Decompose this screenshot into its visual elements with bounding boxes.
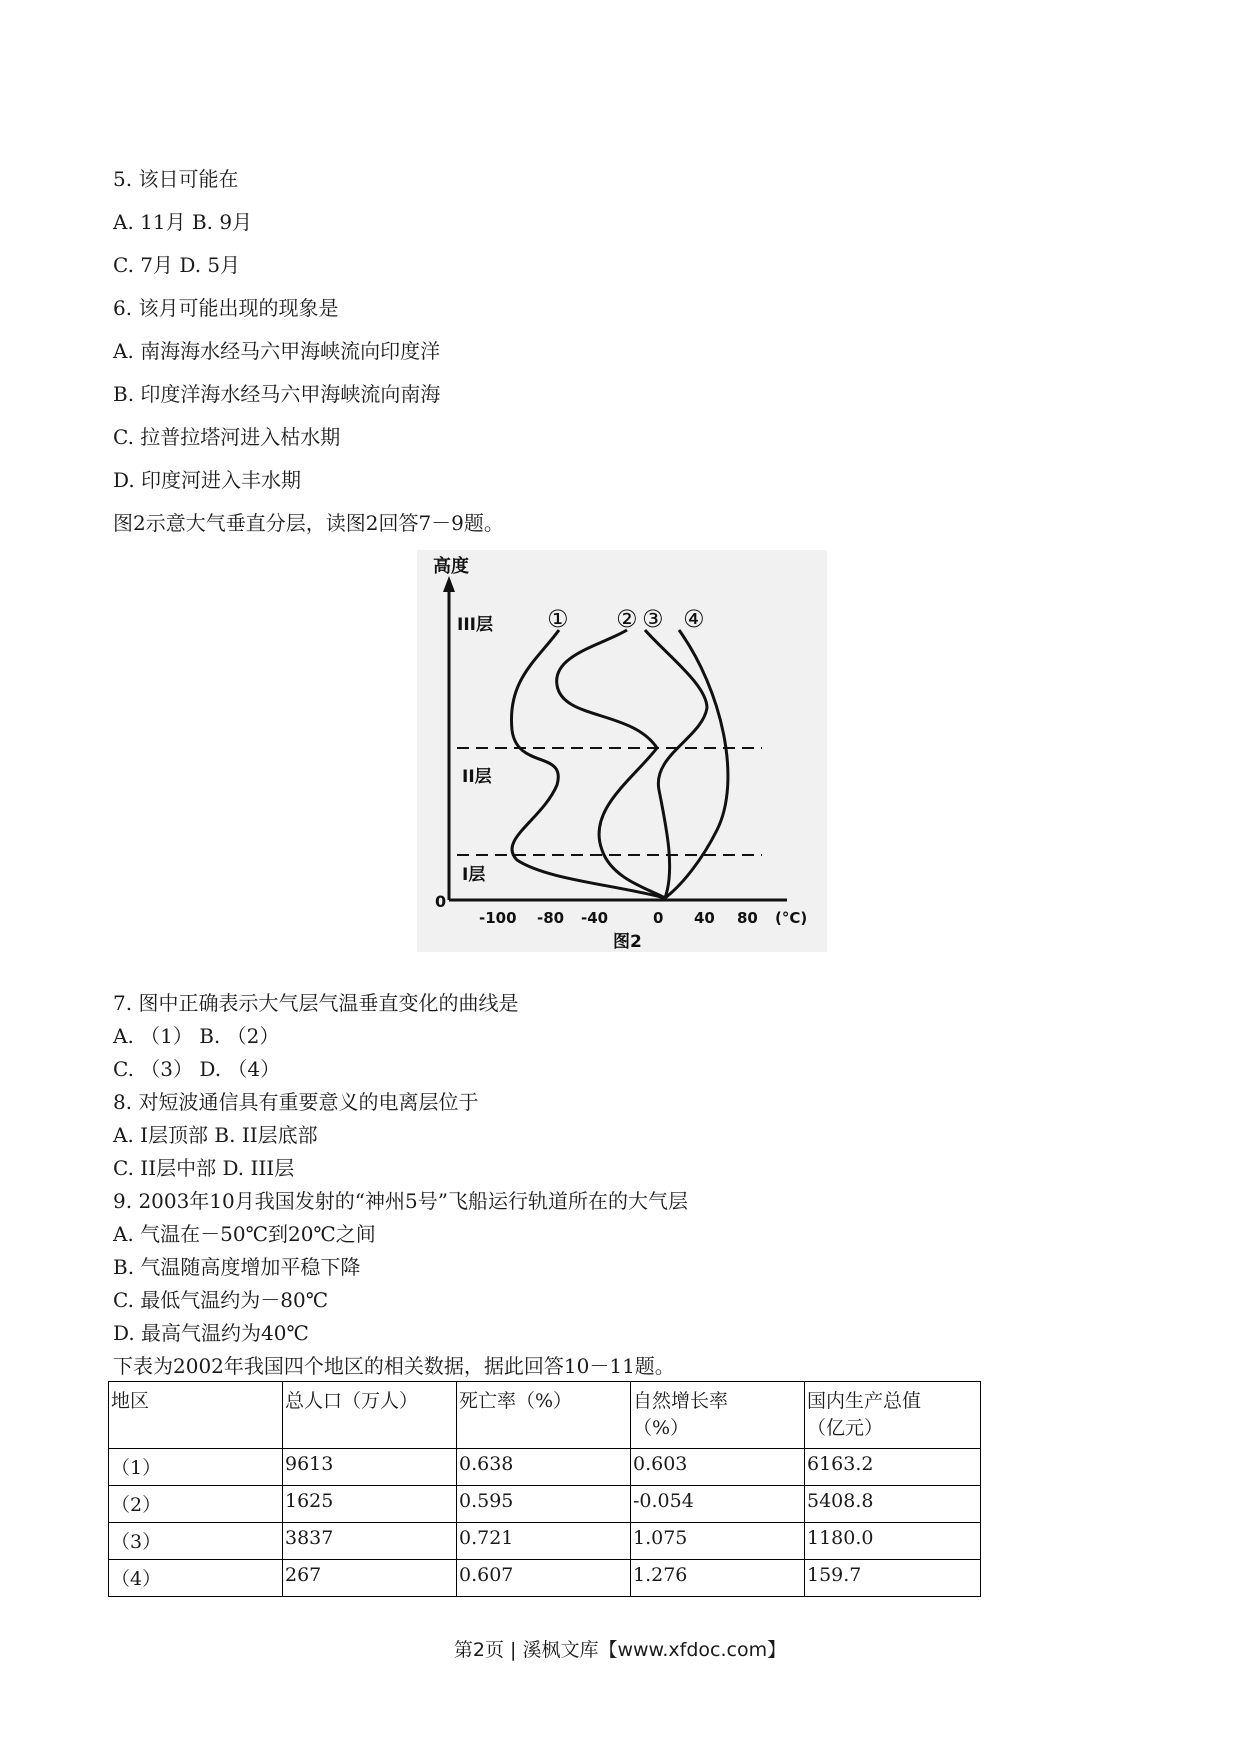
curve-4	[665, 630, 728, 898]
table-header-cell	[631, 1382, 805, 1449]
table-header-cell	[457, 1382, 631, 1449]
table-row	[109, 1449, 981, 1486]
y-axis-arrow	[443, 576, 455, 592]
question-5-stem: 5. 该日可能在	[113, 167, 239, 191]
table-cell: 6163.2	[805, 1449, 981, 1486]
question-9-option-c: C. 最低气温约为－80℃	[113, 1288, 329, 1312]
table-cell: 0.638	[457, 1449, 631, 1486]
curve-2-label: ②	[616, 605, 638, 633]
table-cell: 1180.0	[805, 1523, 981, 1560]
table-row	[109, 1523, 981, 1560]
question-8-options-cd: C. II层中部 D. III层	[113, 1156, 295, 1180]
question-9-stem: 9. 2003年10月我国发射的“神州5号”飞船运行轨道所在的大气层	[113, 1189, 688, 1213]
table-cell: 0.607	[457, 1560, 631, 1597]
curve-4-label: ④	[683, 605, 705, 633]
header-text-unit: （亿元）	[807, 1417, 884, 1439]
table-row	[109, 1560, 981, 1597]
x-tick-label: 0	[653, 909, 664, 927]
table-cell: 1625	[283, 1486, 457, 1523]
table-cell: 267	[283, 1560, 457, 1597]
figure-2-intro: 图2示意大气垂直分层，读图2回答7－9题。	[113, 511, 504, 535]
curve-3-label: ③	[642, 605, 664, 633]
table-header-cell	[283, 1382, 457, 1449]
origin-label: 0	[435, 892, 447, 911]
question-6-option-d: D. 印度河进入丰水期	[113, 468, 302, 492]
header-text: 死亡率（%）	[459, 1390, 573, 1412]
x-tick-label: -100	[479, 909, 517, 927]
question-6-option-b: B. 印度洋海水经马六甲海峡流向南海	[113, 382, 441, 406]
page-footer: 第2页 | 溪枫文库【www.xfdoc.com】	[453, 1639, 787, 1661]
figure-caption: 图2	[613, 932, 642, 952]
question-7-options-ab: A. （1） B. （2）	[113, 1024, 280, 1048]
header-text: 自然增长率	[633, 1390, 729, 1412]
question-9-option-d: D. 最高气温约为40℃	[113, 1321, 309, 1345]
header-text: 总人口（万人）	[285, 1390, 419, 1412]
question-5-options-cd: C. 7月 D. 5月	[113, 253, 241, 277]
figure-2-atmosphere-layers	[417, 550, 827, 952]
header-text: 地区	[111, 1390, 150, 1412]
question-5-options-ab: A. 11月 B. 9月	[113, 210, 253, 234]
table-cell: （1）	[109, 1449, 283, 1486]
question-6-option-c: C. 拉普拉塔河进入枯水期	[113, 425, 341, 449]
table-cell: （2）	[109, 1486, 283, 1523]
table-cell: 9613	[283, 1449, 457, 1486]
curve-3	[645, 630, 707, 898]
x-tick-label: 40	[694, 909, 715, 927]
curve-1-label: ①	[547, 605, 569, 633]
table-cell: 1.075	[631, 1523, 805, 1560]
layer-2-label: II层	[462, 767, 492, 787]
x-tick-label: -40	[581, 909, 609, 927]
question-6-stem: 6. 该月可能出现的现象是	[113, 296, 339, 320]
layer-1-label: I层	[462, 865, 486, 885]
table-header-cell	[805, 1382, 981, 1449]
layer-3-label: III层	[457, 615, 493, 635]
table-header-row	[109, 1382, 981, 1449]
y-axis-label: 高度	[433, 556, 469, 577]
table-cell: （3）	[109, 1523, 283, 1560]
question-7-stem: 7. 图中正确表示大气层气温垂直变化的曲线是	[113, 991, 519, 1015]
table-cell: （4）	[109, 1560, 283, 1597]
x-tick-label: 80	[737, 909, 758, 927]
table-cell: 1.276	[631, 1560, 805, 1597]
table-cell: 3837	[283, 1523, 457, 1560]
header-text-unit: （%）	[633, 1417, 690, 1439]
table-header-cell	[109, 1382, 283, 1449]
question-9-option-b: B. 气温随高度增加平稳下降	[113, 1255, 361, 1279]
table-cell: -0.054	[631, 1486, 805, 1523]
question-9-option-a: A. 气温在－50℃到20℃之间	[113, 1222, 376, 1246]
table-cell: 159.7	[805, 1560, 981, 1597]
table-cell: 0.721	[457, 1523, 631, 1560]
table-intro: 下表为2002年我国四个地区的相关数据，据此回答10－11题。	[113, 1354, 675, 1378]
question-8-options-ab: A. I层顶部 B. II层底部	[113, 1123, 318, 1147]
region-data-table	[108, 1381, 981, 1597]
question-7-options-cd: C. （3） D. （4）	[113, 1057, 281, 1081]
header-text: 国内生产总值	[807, 1390, 922, 1412]
x-tick-label: -80	[537, 909, 565, 927]
table-cell: 0.595	[457, 1486, 631, 1523]
table-row	[109, 1486, 981, 1523]
table-cell: 0.603	[631, 1449, 805, 1486]
curve-2	[557, 630, 665, 898]
question-8-stem: 8. 对短波通信具有重要意义的电离层位于	[113, 1090, 479, 1114]
question-6-option-a: A. 南海海水经马六甲海峡流向印度洋	[113, 339, 441, 363]
x-axis-unit: (°C)	[775, 909, 808, 927]
table-cell: 5408.8	[805, 1486, 981, 1523]
